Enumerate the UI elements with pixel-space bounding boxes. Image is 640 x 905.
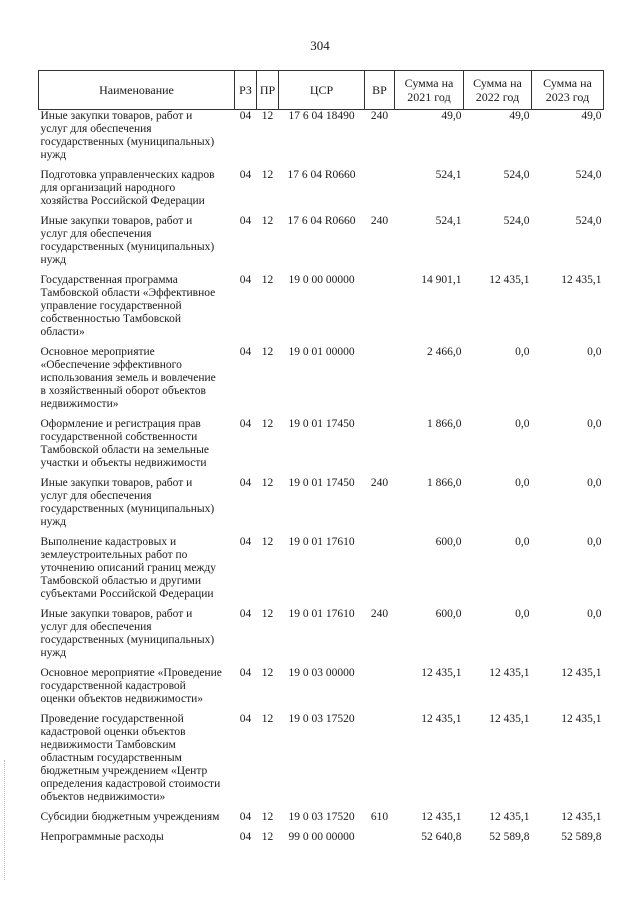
table-body xyxy=(39,110,604,852)
row-sum-2022: 0,0 xyxy=(515,477,530,489)
table-row xyxy=(39,831,604,851)
row-name-line: Иные закупки товаров, работ и xyxy=(40,110,193,122)
row-name-line: в хозяйственный оборот объектов xyxy=(40,385,206,397)
row-sum-2023: 0,0 xyxy=(587,477,602,489)
row-rz: 04 xyxy=(239,608,252,620)
row-pr: 12 xyxy=(261,346,274,358)
row-sum-2023: 524,0 xyxy=(575,169,602,181)
margin-scan-marks xyxy=(4,760,7,880)
row-rz: 04 xyxy=(239,811,252,823)
row-sum-2022: 524,0 xyxy=(503,215,530,227)
row-name-line: услуг для обеспечения xyxy=(40,228,152,240)
row-pr: 12 xyxy=(261,418,274,430)
row-name-line: управление государственной xyxy=(40,300,182,312)
row-name-line: Иные закупки товаров, работ и xyxy=(40,608,193,620)
table-row xyxy=(39,713,604,811)
row-name-line: недвижимости» xyxy=(40,398,119,410)
row-name xyxy=(39,215,235,274)
row-pr: 12 xyxy=(261,608,274,620)
row-vr: 240 xyxy=(370,608,389,620)
table-row xyxy=(39,608,604,667)
header-vr: ВР xyxy=(365,71,395,110)
row-name-line: Субсидии бюджетным учреждениям xyxy=(40,811,220,823)
row-vr: 610 xyxy=(370,811,389,823)
row-name-line: объектов недвижимости» xyxy=(40,791,166,803)
table-row xyxy=(39,477,604,536)
row-name xyxy=(39,608,235,667)
row-csr: 19 0 01 17450 xyxy=(288,477,355,489)
row-sum-2023: 0,0 xyxy=(587,346,602,358)
header-sum-2021 xyxy=(395,71,464,110)
row-pr: 12 xyxy=(261,536,274,548)
row-name xyxy=(39,536,235,608)
page-number: 304 xyxy=(310,38,330,53)
row-name-line: Основное мероприятие xyxy=(40,346,155,358)
row-name-line: нужд xyxy=(40,647,67,659)
row-name-line: Проведение государственной xyxy=(40,713,184,725)
table-row xyxy=(39,346,604,418)
row-name-line: оценки объектов недвижимости» xyxy=(40,693,203,705)
row-sum-2022: 0,0 xyxy=(515,608,530,620)
row-name-line: собственностью Тамбовской xyxy=(40,313,182,325)
row-vr: 240 xyxy=(370,477,389,489)
row-sum-2021: 524,1 xyxy=(435,215,462,227)
row-sum-2021: 2 466,0 xyxy=(427,346,462,358)
table-row xyxy=(39,536,604,608)
row-vr xyxy=(365,346,395,418)
row-sum-2022: 52 589,8 xyxy=(489,831,530,843)
row-sum-2022: 49,0 xyxy=(509,110,530,122)
header-rz: РЗ xyxy=(235,71,257,110)
row-sum-2023: 12 435,1 xyxy=(561,811,602,823)
row-name-line: государственной кадастровой xyxy=(40,680,186,692)
row-name-line: нужд xyxy=(40,149,67,161)
row-vr xyxy=(365,418,395,477)
header-sum-2022 xyxy=(464,71,532,110)
row-pr: 12 xyxy=(261,713,274,725)
row-sum-2022: 524,0 xyxy=(503,169,530,181)
row-sum-2022: 0,0 xyxy=(515,418,530,430)
row-rz: 04 xyxy=(239,110,252,122)
row-sum-2021: 12 435,1 xyxy=(421,811,462,823)
row-name-line: для организаций народного xyxy=(40,182,176,194)
row-rz: 04 xyxy=(239,346,252,358)
row-name-line: услуг для обеспечения xyxy=(40,123,152,135)
row-pr: 12 xyxy=(261,169,274,181)
row-name-line: области» xyxy=(40,326,85,338)
row-name-line: Подготовка управленческих кадров xyxy=(40,169,215,181)
row-csr: 17 6 04 18490 xyxy=(288,110,355,122)
row-name-line: государственных (муниципальных) xyxy=(40,503,215,515)
row-pr: 12 xyxy=(261,477,274,489)
row-vr xyxy=(365,169,395,215)
row-name xyxy=(39,667,235,713)
row-rz: 04 xyxy=(239,713,252,725)
row-name-line: кадастровой оценки объектов xyxy=(40,726,186,738)
row-name-line: Тамбовской области «Эффективное xyxy=(40,287,216,299)
row-sum-2023: 524,0 xyxy=(575,215,602,227)
header-sum-2023-line: Сумма на xyxy=(543,76,592,90)
row-name-line: государственной собственности xyxy=(40,431,198,443)
row-vr xyxy=(365,274,395,346)
row-name-line: услуг для обеспечения xyxy=(40,490,152,502)
row-name-line: Основное мероприятие «Проведение xyxy=(40,667,222,679)
row-sum-2023: 0,0 xyxy=(587,608,602,620)
row-name-line: хозяйства Российской Федерации xyxy=(40,195,205,207)
table-row xyxy=(39,215,604,274)
row-csr: 19 0 01 17610 xyxy=(288,536,355,548)
row-name-line: Тамбовской областью и другими xyxy=(40,575,202,587)
row-name-line: участки и объекты недвижимости xyxy=(40,457,207,469)
row-name xyxy=(39,418,235,477)
row-pr: 12 xyxy=(261,274,274,286)
header-sum-2023 xyxy=(532,71,604,110)
table-row xyxy=(39,811,604,831)
row-sum-2023: 12 435,1 xyxy=(561,274,602,286)
row-pr: 12 xyxy=(261,110,274,122)
row-vr: 240 xyxy=(370,215,389,227)
row-name-line: услуг для обеспечения xyxy=(40,621,152,633)
row-sum-2021: 49,0 xyxy=(441,110,462,122)
row-csr: 19 0 03 17520 xyxy=(288,713,355,725)
table-row xyxy=(39,274,604,346)
row-sum-2021: 14 901,1 xyxy=(421,274,462,286)
row-pr: 12 xyxy=(261,811,274,823)
row-rz: 04 xyxy=(239,418,252,430)
row-name xyxy=(39,831,235,851)
row-name-line: уточнению описаний границ между xyxy=(40,562,216,574)
header-sum-2021-line: 2021 год xyxy=(407,90,451,104)
row-rz: 04 xyxy=(239,477,252,489)
row-name-line: использования земель и вовлечение xyxy=(40,372,216,384)
row-sum-2021: 12 435,1 xyxy=(421,667,462,679)
row-sum-2023: 52 589,8 xyxy=(561,831,602,843)
row-name-line: государственных (муниципальных) xyxy=(40,634,215,646)
header-sum-2022-line: 2022 год xyxy=(475,90,520,104)
row-csr: 19 0 01 17450 xyxy=(288,418,355,430)
row-vr xyxy=(365,713,395,811)
row-csr: 19 0 01 00000 xyxy=(288,346,355,358)
row-pr: 12 xyxy=(261,215,274,227)
row-name-line: областным государственным xyxy=(40,752,182,764)
row-name-line: Тамбовской области на земельные xyxy=(40,444,209,456)
row-rz: 04 xyxy=(239,831,252,843)
row-sum-2023: 0,0 xyxy=(587,536,602,548)
row-rz: 04 xyxy=(239,667,252,679)
row-sum-2022: 0,0 xyxy=(515,346,530,358)
row-csr: 17 6 04 R0660 xyxy=(287,215,356,227)
row-name xyxy=(39,169,235,215)
row-csr: 19 0 03 00000 xyxy=(288,667,355,679)
row-name xyxy=(39,811,235,831)
table-row xyxy=(39,110,604,170)
row-name-line: землеустроительных работ по xyxy=(40,549,188,561)
row-csr: 17 6 04 R0660 xyxy=(287,169,356,181)
header-csr: ЦСР xyxy=(279,71,365,110)
row-rz: 04 xyxy=(239,215,252,227)
row-name-line: «Обеспечение эффективного xyxy=(40,359,182,371)
row-name xyxy=(39,713,235,811)
row-sum-2021: 12 435,1 xyxy=(421,713,462,725)
row-csr: 19 0 00 00000 xyxy=(288,274,355,286)
row-name xyxy=(39,110,235,170)
row-name xyxy=(39,477,235,536)
budget-table xyxy=(38,70,604,851)
row-name-line: субъектами Российской Федерации xyxy=(40,588,214,600)
row-name-line: государственных (муниципальных) xyxy=(40,136,215,148)
row-sum-2022: 0,0 xyxy=(515,536,530,548)
row-sum-2022: 12 435,1 xyxy=(489,811,530,823)
row-vr xyxy=(365,536,395,608)
row-vr: 240 xyxy=(370,110,389,122)
row-name-line: государственных (муниципальных) xyxy=(40,241,215,253)
row-name-line: Оформление и регистрация прав xyxy=(40,418,201,430)
header-sum-2023-line: 2023 год xyxy=(545,90,590,104)
header-name: Наименование xyxy=(39,71,235,110)
row-sum-2022: 12 435,1 xyxy=(489,274,530,286)
row-name-line: определения кадастровой стоимости xyxy=(40,778,221,790)
row-csr: 19 0 01 17610 xyxy=(288,608,355,620)
row-sum-2023: 12 435,1 xyxy=(561,667,602,679)
table-row xyxy=(39,667,604,713)
row-name-line: Иные закупки товаров, работ и xyxy=(40,477,193,489)
header-sum-2022-line: Сумма на xyxy=(473,76,522,90)
row-name-line: нужд xyxy=(40,254,67,266)
row-sum-2022: 12 435,1 xyxy=(489,713,530,725)
row-name-line: Иные закупки товаров, работ и xyxy=(40,215,193,227)
header-sum-2021-line: Сумма на xyxy=(404,76,454,90)
row-sum-2023: 12 435,1 xyxy=(561,713,602,725)
row-sum-2021: 524,1 xyxy=(435,169,462,181)
row-sum-2021: 600,0 xyxy=(435,536,462,548)
row-name xyxy=(39,274,235,346)
row-pr: 12 xyxy=(261,831,274,843)
table-header-row xyxy=(39,71,604,110)
row-name-line: Государственная программа xyxy=(40,274,178,286)
table-row xyxy=(39,169,604,215)
row-name-line: Выполнение кадастровых и xyxy=(40,536,177,548)
table-row xyxy=(39,418,604,477)
row-rz: 04 xyxy=(239,274,252,286)
row-sum-2023: 0,0 xyxy=(587,418,602,430)
row-rz: 04 xyxy=(239,536,252,548)
row-name-line: недвижимости Тамбовским xyxy=(40,739,176,751)
row-pr: 12 xyxy=(261,667,274,679)
row-vr xyxy=(365,831,395,851)
row-name-line: бюджетным учреждением «Центр xyxy=(40,765,208,777)
row-csr: 99 0 00 00000 xyxy=(288,831,355,843)
row-sum-2023: 49,0 xyxy=(581,110,602,122)
row-sum-2021: 1 866,0 xyxy=(427,418,462,430)
row-sum-2021: 52 640,8 xyxy=(421,831,462,843)
row-sum-2021: 1 866,0 xyxy=(427,477,462,489)
header-pr: ПР xyxy=(257,71,279,110)
row-name-line: нужд xyxy=(40,516,67,528)
row-name xyxy=(39,346,235,418)
row-rz: 04 xyxy=(239,169,252,181)
row-csr: 19 0 03 17520 xyxy=(288,811,355,823)
row-sum-2021: 600,0 xyxy=(435,608,462,620)
row-vr xyxy=(365,667,395,713)
row-sum-2022: 12 435,1 xyxy=(489,667,530,679)
row-name-line: Непрограммные расходы xyxy=(40,831,164,843)
